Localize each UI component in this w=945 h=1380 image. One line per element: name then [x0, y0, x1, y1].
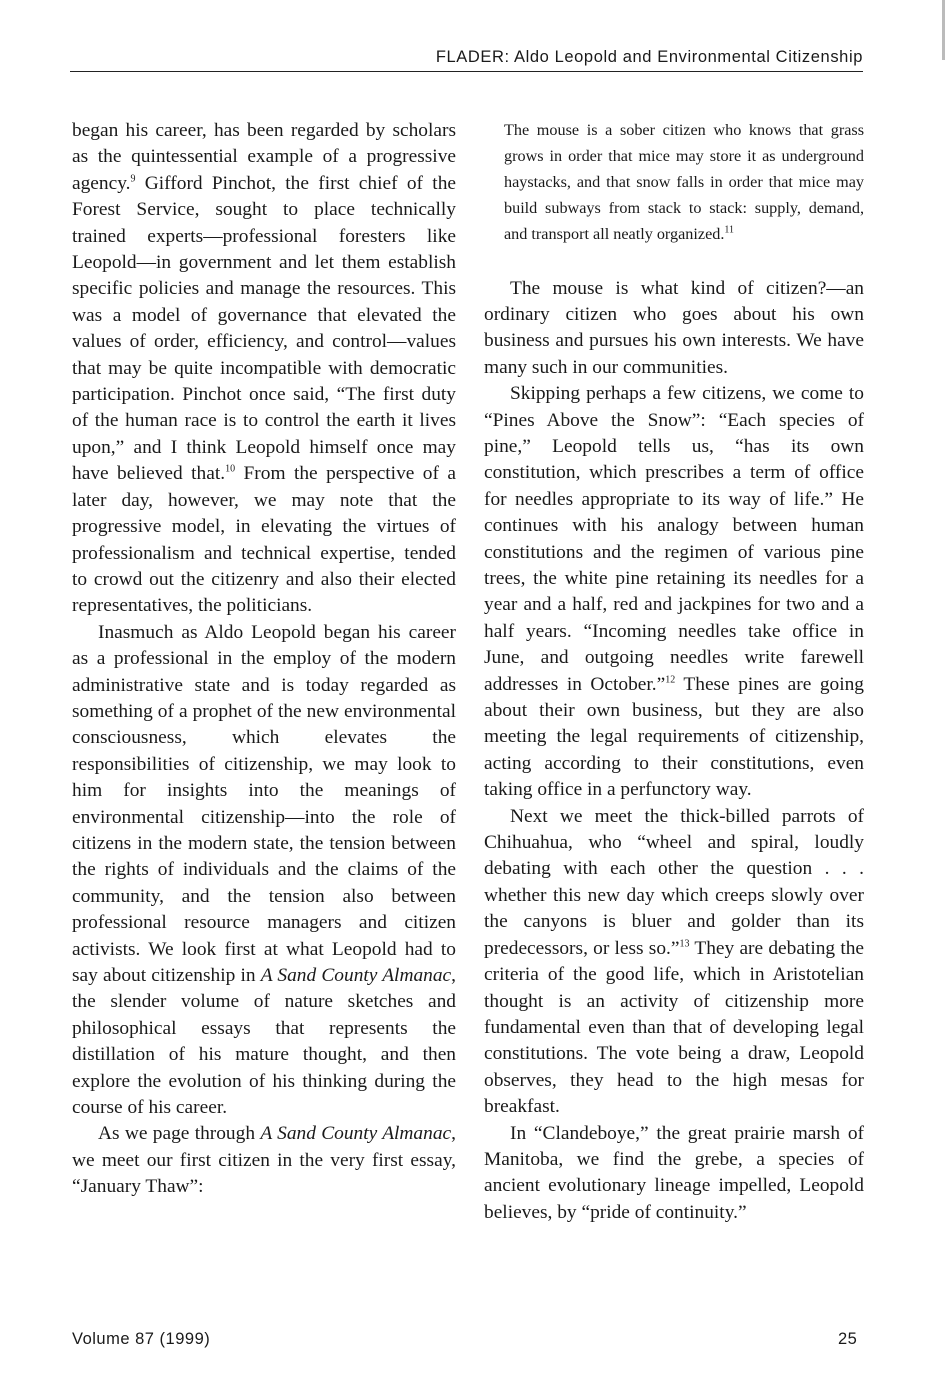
paragraph: Inasmuch as Aldo Leopold began his career as a professional in the employ of the modern administrative state and is today regarded as something of a prophet of the new environmental consciousness, which elevates the responsibilities of citizenship, we may look to him for insights into the meanings of environmental citizenship—into the role of citizens in the modern state, the tension between the rights of individuals and the claims of the community, and the tension also between professional resource managers and citizen activists. We look first at what Leopold had to say about citizenship in A Sand County Almanac, the slender volume of nature sketches and philosophical essays that represents the distillation of his mature thought, and then explore the evolution of his thinking during the course of his career.	[72, 621, 456, 1119]
footnote-ref[interactable]: 12	[665, 674, 676, 686]
book-title: A Sand County Almanac	[260, 965, 452, 986]
book-title: A Sand County Almanac	[260, 1123, 452, 1145]
paragraph: Skipping perhaps a few citizens, we come to “Pines Above the Snow”: “Each species of pine,” Leopold tells us, “has its own constitution, which prescribes a term of office for needles appropriate to its way of life.” He continues with his analogy between human constitutions and the regimen of various pine trees, the white pine retaining its needles for a year and a half, red and jackpines for two and a half years. “Incoming needles take office in June, and outgoing needles write farewell addresses in October.”$^{12}$ These pines are going about their own business, but they are also meeting the legal requirements of citizenship, acting according to their constitutions, even taking office in a perfunctory way.	[484, 383, 865, 801]
paragraph: Next we meet the thick-billed parrots of Chihuahua, who “wheel and spiral, loudly debating with each other the question . . . whether this new day which creeps slowly over the canyons is bluer and golder than its predecessors, or less so.”$^{13}$ They are debating the criteria of the good life, which in Aristotelian thought is an activity of citizenship more fundamental even than that of developing legal constitutions. The vote being a draw, Leopold observes, they head to the high mesas for breakfast.	[484, 805, 865, 1118]
paragraph: In “Clandeboye,” the great prairie marsh of Manitoba, we find the grebe, a species of ancient evolutionary lineage impelled, Leopold believes, by “pride of continuity.”	[484, 1122, 864, 1223]
footnote-ref[interactable]: 10	[225, 463, 236, 475]
footnote-ref[interactable]: 13	[679, 938, 690, 950]
paragraph: The mouse is what kind of citizen?—an ordinary citizen who goes about his own business and pursues his own interests. We have many such in our communities.	[484, 277, 864, 378]
running-head: FLADER: Aldo Leopold and Environmental Citizenship	[70, 48, 863, 72]
page-number: 25	[838, 1330, 858, 1348]
right-column	[484, 118, 864, 1226]
footnote-ref[interactable]: 11	[724, 224, 735, 236]
footnote-ref[interactable]: 9	[130, 173, 136, 185]
paragraph: As we page through A Sand County Almanac, we meet our first citizen in the very first essay, “January Thaw”:	[72, 1123, 456, 1198]
left-column	[72, 118, 456, 1201]
block-quote: The mouse is a sober citizen who knows that grass grows in order that mice may store it as underground haystacks, and that snow falls in order that mice may build subways from stack to stack: supply, demand, and transport all neatly organized.$^{11}$	[504, 121, 864, 243]
volume-label: Volume 87 (1999)	[72, 1330, 211, 1348]
paragraph: began his career, has been regarded by scholars as the quintessential example of a progressive agency.$^9$ Gifford Pinchot, the first chief of the Forest Service, sought to place technically trained experts—professional foresters like Leopold—in government and let them establish specific policies and manage the resources. This was a model of governance that elevated the values of order, efficiency, and control—values that may be quite incompatible with democratic participation. Pinchot once said, “The first duty of the human race is to control the earth it lives upon,” and I think Leopold himself once may have believed that.$^{10}$ From the perspective of a later day, however, we may note that the progressive model, in elevating the virtues of professionalism and technical expertise, tended to crowd out the citizenry and also their elected representatives, the politicians.	[72, 120, 456, 617]
